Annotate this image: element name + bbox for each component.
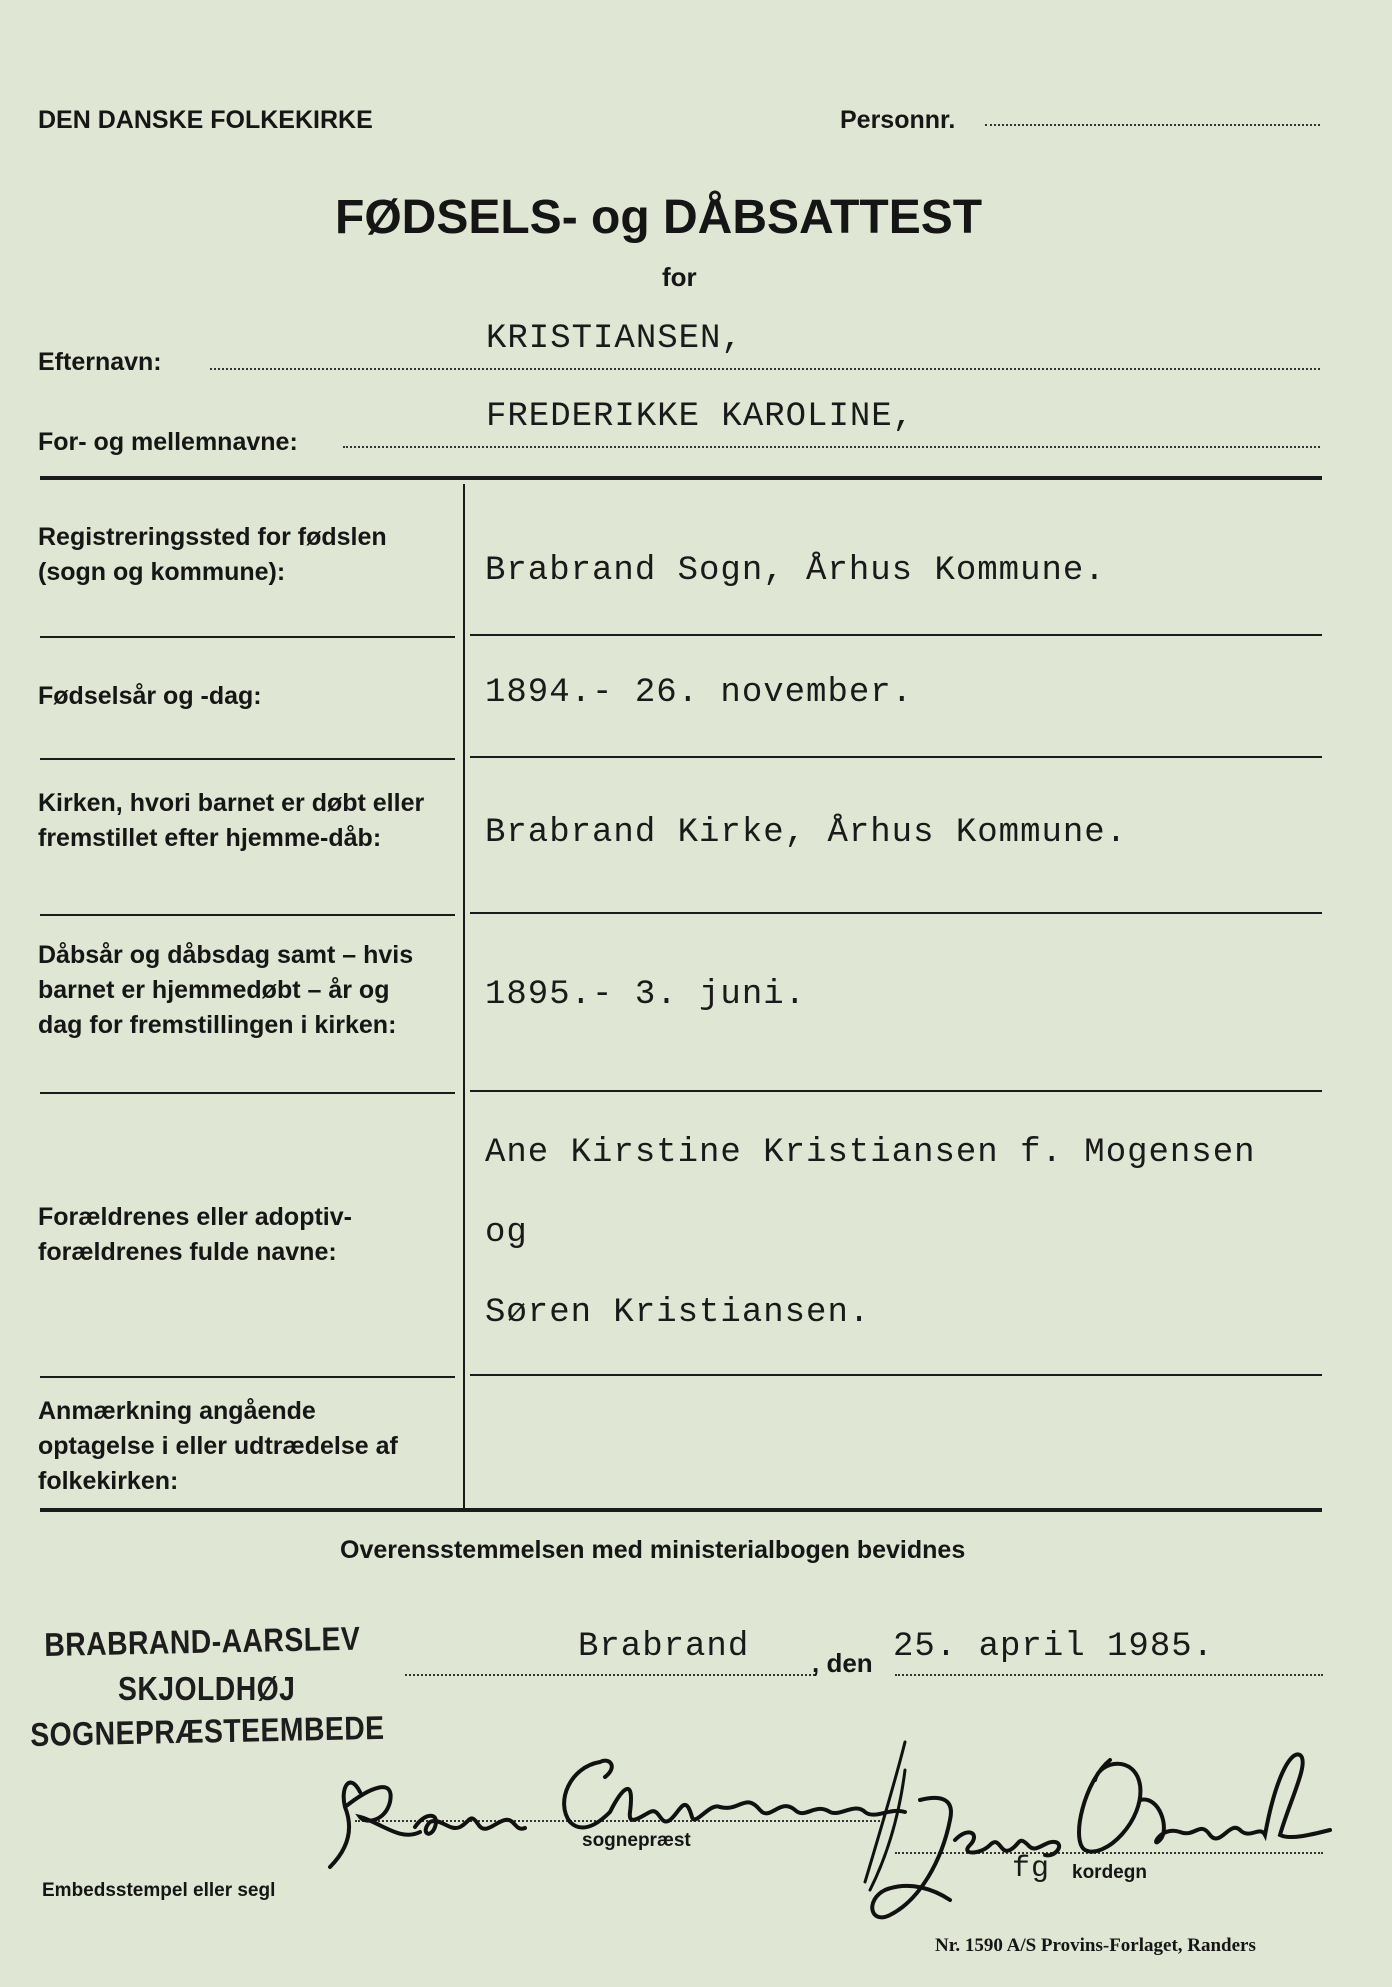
surname-dotted-line — [210, 368, 1320, 370]
row-divider-right — [470, 634, 1322, 636]
row-value-baptism-date: 1895.- 3. juni. — [485, 976, 807, 1014]
church-name: DEN DANSKE FOLKEKIRKE — [38, 106, 373, 134]
row-divider-right — [470, 756, 1322, 758]
table-bottom-rule — [40, 1508, 1322, 1512]
given-names-label: For- og mellemnavne: — [38, 428, 298, 456]
table-column-divider — [463, 484, 465, 1510]
seal-label: Embedsstempel eller segl — [42, 1880, 276, 1901]
row-label-baptism-church: Kirken, hvori barnet er døbt eller fremstillet efter hjemme-dåb: — [38, 789, 425, 852]
row-label-church-membership-note: Anmærkning angående optagelse i eller udtrædelse af folkekirken: — [38, 1397, 398, 1495]
row-value-parents-line-3: Søren Kristiansen. — [485, 1294, 871, 1332]
surname-label: Efternavn: — [38, 348, 162, 376]
title-for: for — [662, 262, 697, 292]
place-value: Brabrand — [578, 1628, 750, 1666]
row-value-baptism-church: Brabrand Kirke, Århus Kommune. — [485, 814, 1128, 852]
row-value-birth-registration: Brabrand Sogn, Århus Kommune. — [485, 552, 1106, 590]
row-label-parents: Forældrenes eller adoptiv-forældrenes fulde navne: — [38, 1203, 352, 1266]
given-names-dotted-line — [343, 446, 1320, 448]
row-value-parents-line-2: og — [485, 1214, 528, 1252]
den-label: , den — [812, 1648, 873, 1678]
personnr-label: Personnr. — [840, 106, 956, 134]
stamp-line-2: SKJOLDHØJ — [118, 1670, 296, 1707]
clerk-title: kordegn — [1072, 1862, 1147, 1883]
printer-imprint: Nr. 1590 A/S Provins-Forlaget, Randers — [935, 1935, 1256, 1956]
date-value: 25. april 1985. — [893, 1628, 1215, 1666]
row-divider-right — [470, 1374, 1322, 1376]
clerk-signature — [860, 1740, 1340, 1930]
row-divider-right — [470, 912, 1322, 914]
row-label-baptism-date: Dåbsår og dåbsdag samt – hvis barnet er hjemmedøbt – år og dag for fremstillingen i kirken: — [38, 941, 414, 1039]
attestation-text: Overensstemmelsen med ministerialbogen bevidnes — [340, 1536, 966, 1564]
row-label-birth-registration: Registreringssted for fødslen (sogn og kommune): — [38, 523, 387, 586]
stamp-line-1: BRABRAND-AARSLEV — [44, 1619, 361, 1663]
stamp-line-3: SOGNEPRÆSTEEMBEDE — [30, 1708, 385, 1753]
priest-title: sognepræst — [582, 1830, 691, 1851]
personnr-field — [985, 124, 1320, 126]
clerk-prefix: fg — [1012, 1852, 1051, 1886]
row-value-birth-date: 1894.- 26. november. — [485, 674, 914, 712]
given-names-value: FREDERIKKE KAROLINE, — [486, 398, 915, 436]
row-divider-left — [40, 1376, 455, 1378]
surname-value: KRISTIANSEN, — [486, 320, 743, 358]
priest-signature — [300, 1732, 920, 1882]
date-dotted-line — [895, 1674, 1323, 1676]
place-dotted-line — [405, 1674, 815, 1676]
row-value-parents-line-1: Ane Kirstine Kristiansen f. Mogensen — [485, 1134, 1256, 1172]
row-divider-left — [40, 914, 455, 916]
row-divider-left — [40, 1092, 455, 1094]
row-divider-right — [470, 1090, 1322, 1092]
page-title: FØDSELS- og DÅBSATTEST — [335, 191, 983, 244]
table-top-rule — [40, 476, 1322, 480]
row-label-birth-date: Fødselsår og -dag: — [38, 682, 262, 710]
row-divider-left — [40, 758, 455, 760]
row-divider-left — [40, 636, 455, 638]
